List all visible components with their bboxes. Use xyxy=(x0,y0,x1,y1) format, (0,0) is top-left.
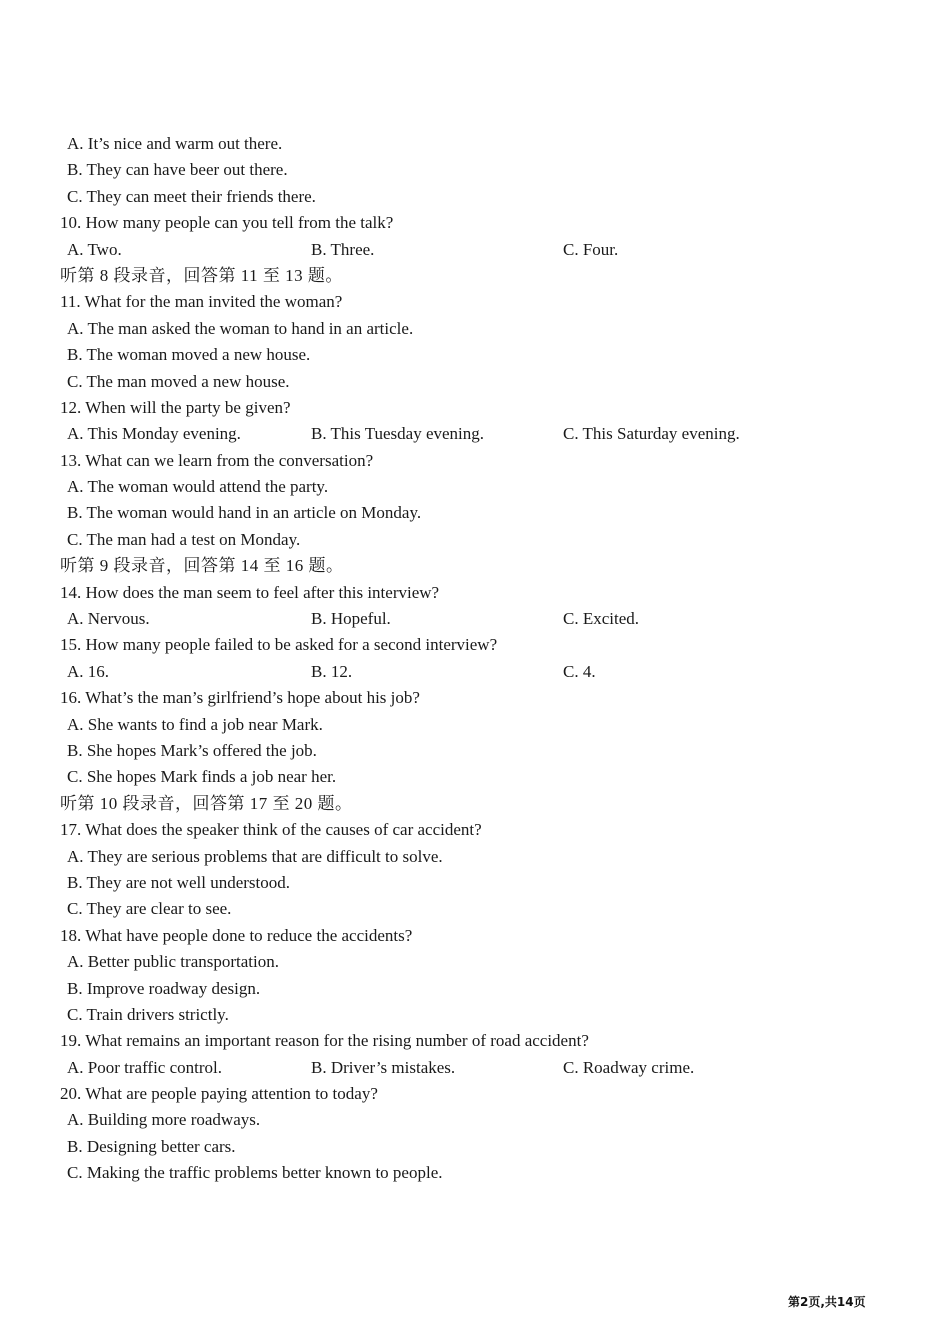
answer-option: A. 16. xyxy=(67,661,110,681)
question-text: 12. When will the party be given? xyxy=(60,397,291,417)
section-instruction: 听第 9 段录音，回答第 14 至 16 题。 xyxy=(60,556,344,576)
page-number: 第2页,共14页 xyxy=(788,1295,866,1309)
question-text: 19. What remains an important reason for the rising number of road accident? xyxy=(60,1031,589,1051)
answer-option: B. The woman would hand in an article on Monday. xyxy=(67,503,422,523)
question-text: 13. What can we learn from the conversation? xyxy=(60,450,374,470)
answer-option: A. Better public transportation. xyxy=(67,952,279,972)
answer-option: B. Three. xyxy=(311,239,375,259)
answer-option: C. Four. xyxy=(563,239,619,259)
question-text: 10. How many people can you tell from the talk? xyxy=(60,213,394,233)
answer-option: A. The woman would attend the party. xyxy=(67,477,329,497)
answer-option: B. 12. xyxy=(311,661,353,681)
section-instruction: 听第 10 段录音，回答第 17 至 20 题。 xyxy=(60,793,353,813)
answer-option: C. Making the traffic problems better known to people. xyxy=(67,1163,443,1183)
answer-option: B. They can have beer out there. xyxy=(67,160,288,180)
question-text: 15. How many people failed to be asked for a second interview? xyxy=(60,635,498,655)
answer-option: C. Roadway crime. xyxy=(563,1057,695,1077)
answer-option: B. She hopes Mark’s offered the job. xyxy=(67,740,317,760)
question-text: 14. How does the man seem to feel after this interview? xyxy=(60,582,440,602)
answer-option: B. The woman moved a new house. xyxy=(67,345,311,365)
answer-option: C. The man had a test on Monday. xyxy=(67,529,301,549)
answer-option: C. The man moved a new house. xyxy=(67,371,290,391)
answer-option: A. The man asked the woman to hand in an article. xyxy=(67,318,414,338)
answer-option: B. They are not well understood. xyxy=(67,872,291,892)
question-text: 11. What for the man invited the woman? xyxy=(60,292,343,312)
answer-options-row xyxy=(60,659,920,685)
answer-option: C. Excited. xyxy=(563,609,640,629)
answer-option: B. Driver’s mistakes. xyxy=(311,1057,456,1077)
answer-option: A. Building more roadways. xyxy=(67,1110,261,1130)
answer-option: C. They can meet their friends there. xyxy=(67,186,316,206)
answer-options-row xyxy=(60,421,920,447)
answer-options-row xyxy=(60,606,920,632)
question-text: 17. What does the speaker think of the causes of car accident? xyxy=(60,820,482,840)
answer-option: A. They are serious problems that are difficult to solve. xyxy=(67,846,443,866)
question-text: 20. What are people paying attention to today? xyxy=(60,1084,378,1104)
answer-option: B. Improve roadway design. xyxy=(67,978,261,998)
section-instruction: 听第 8 段录音，回答第 11 至 13 题。 xyxy=(60,265,343,285)
answer-options-row xyxy=(60,1055,920,1081)
answer-option: C. They are clear to see. xyxy=(67,899,232,919)
document-body xyxy=(60,131,920,1187)
answer-option: A. Poor traffic control. xyxy=(67,1057,223,1077)
answer-option: A. She wants to find a job near Mark. xyxy=(67,714,323,734)
answer-option: C. She hopes Mark finds a job near her. xyxy=(67,767,337,787)
answer-option: C. Train drivers strictly. xyxy=(67,1004,229,1024)
answer-option: C. 4. xyxy=(563,661,596,681)
answer-options-row xyxy=(60,237,920,263)
question-text: 16. What’s the man’s girlfriend’s hope about his job? xyxy=(60,688,420,708)
answer-option: B. Designing better cars. xyxy=(67,1136,236,1156)
answer-option: A. Two. xyxy=(67,239,122,259)
answer-option: A. This Monday evening. xyxy=(67,424,241,444)
answer-option: B. Hopeful. xyxy=(311,609,391,629)
question-text: 18. What have people done to reduce the accidents? xyxy=(60,925,413,945)
answer-option: B. This Tuesday evening. xyxy=(311,424,485,444)
answer-option: A. It’s nice and warm out there. xyxy=(67,134,283,153)
answer-option: C. This Saturday evening. xyxy=(563,424,740,444)
answer-option: A. Nervous. xyxy=(67,609,150,629)
